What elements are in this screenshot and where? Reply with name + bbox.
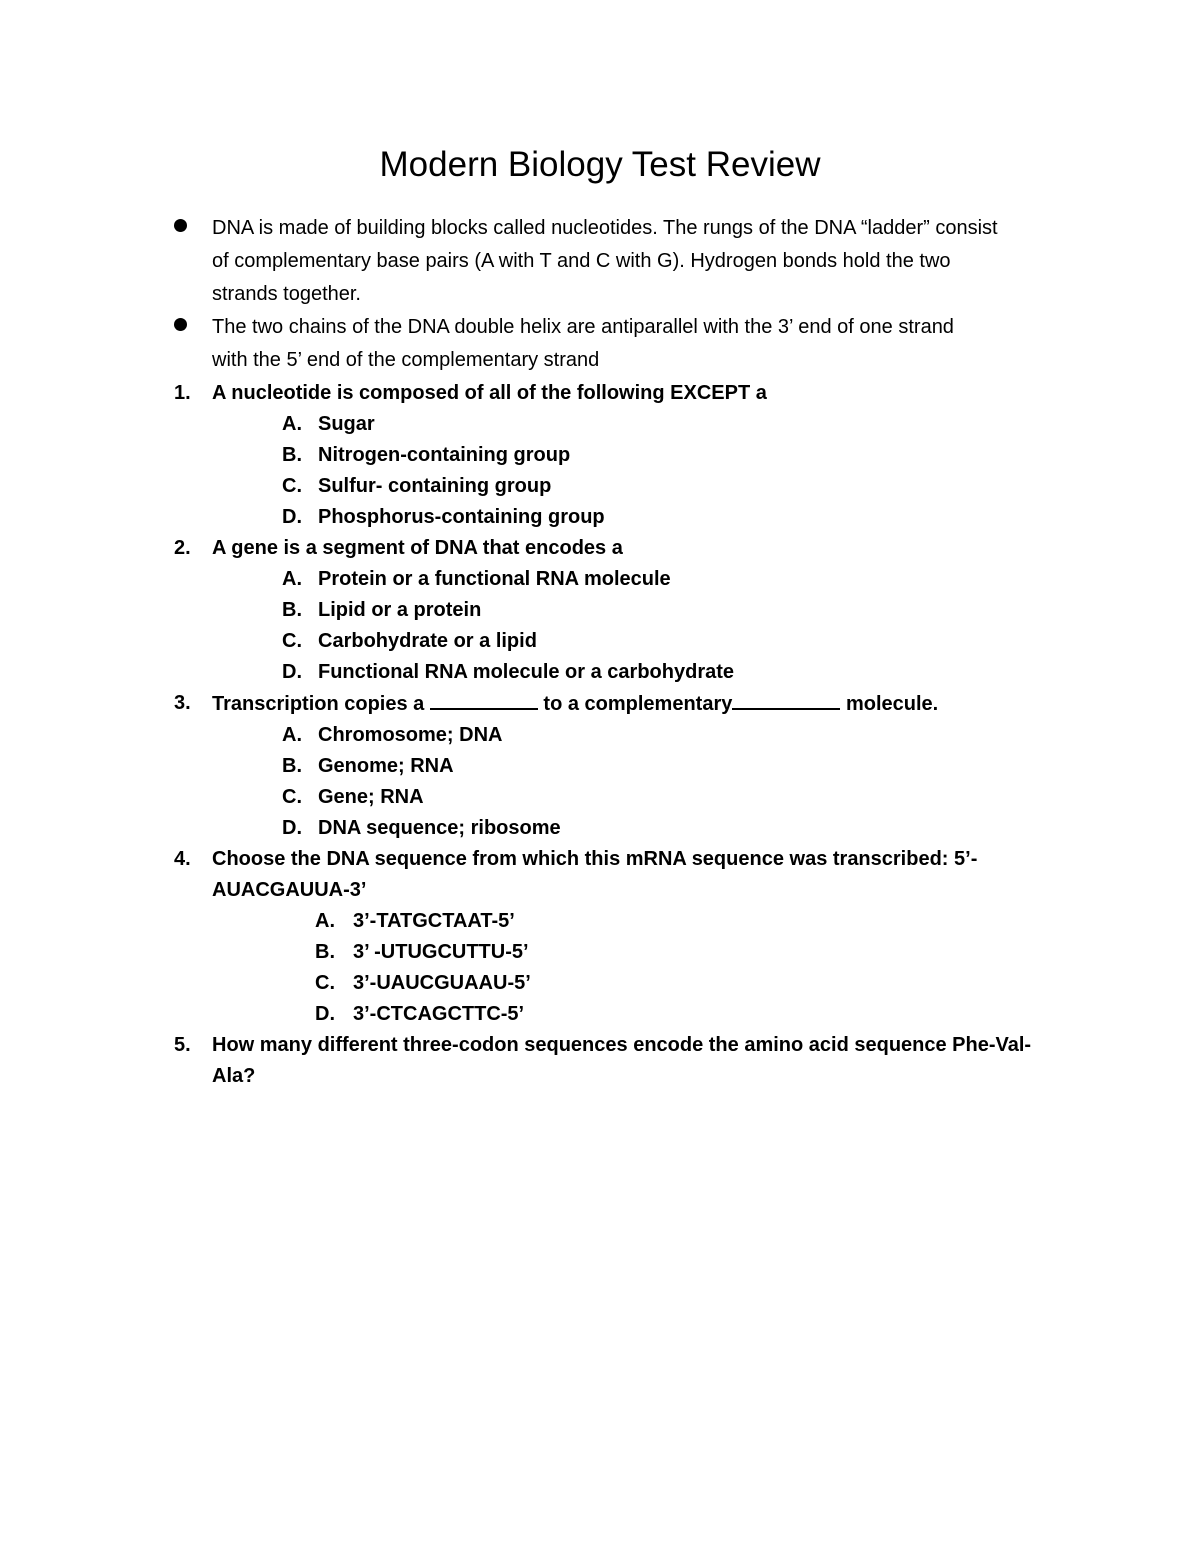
bullet-item-1 bbox=[212, 212, 1082, 311]
answer-option bbox=[212, 751, 1082, 782]
answer-option bbox=[212, 502, 1082, 533]
answer-option bbox=[212, 409, 1082, 440]
option-letter: B. bbox=[282, 755, 302, 777]
bullet-line: The two chains of the DNA double helix are antiparallel with the 3’ end of one strand bbox=[212, 316, 954, 338]
question-text-line: How many different three-codon sequences encode the amino acid sequence Phe-Val- bbox=[212, 1034, 1032, 1056]
answer-option bbox=[212, 813, 1082, 844]
option-letter: C. bbox=[282, 475, 302, 497]
question-text: A nucleotide is composed of all of the following EXCEPT a bbox=[212, 382, 767, 404]
option-text: Carbohydrate or a lipid bbox=[318, 630, 537, 652]
answer-option bbox=[212, 968, 1082, 999]
option-text: DNA sequence; ribosome bbox=[318, 817, 561, 839]
question-text: A gene is a segment of DNA that encodes a bbox=[212, 537, 623, 559]
option-text: 3’-CTCAGCTTC-5’ bbox=[353, 1003, 525, 1025]
question-number: 1. bbox=[174, 382, 191, 404]
option-letter: A. bbox=[282, 724, 302, 746]
bullet-line: of complementary base pairs (A with T and C with G). Hydrogen bonds hold the two bbox=[212, 250, 951, 272]
option-text: Gene; RNA bbox=[318, 786, 424, 808]
question-number: 2. bbox=[174, 537, 191, 559]
answer-options bbox=[212, 720, 1082, 844]
option-text: Functional RNA molecule or a carbohydrate bbox=[318, 661, 735, 683]
answer-option bbox=[212, 471, 1082, 502]
question-text-line: Choose the DNA sequence from which this mRNA sequence was transcribed: 5’- bbox=[212, 848, 978, 870]
question-text-line: AUACGAUUA-3’ bbox=[212, 879, 367, 901]
fill-in-blank bbox=[430, 688, 538, 710]
question-text-part: Transcription copies a bbox=[212, 693, 425, 715]
option-text: 3’ -UTUGCUTTU-5’ bbox=[353, 941, 529, 963]
option-letter: D. bbox=[282, 817, 302, 839]
option-letter: C. bbox=[282, 630, 302, 652]
option-text: Protein or a functional RNA molecule bbox=[318, 568, 671, 590]
answer-options bbox=[212, 564, 1082, 688]
answer-option bbox=[212, 626, 1082, 657]
page-title: Modern Biology Test Review bbox=[379, 145, 821, 184]
bullet-dot-icon bbox=[174, 219, 187, 232]
question-text-line: Ala? bbox=[212, 1065, 256, 1087]
option-text: Lipid or a protein bbox=[318, 599, 482, 621]
option-letter: A. bbox=[315, 910, 335, 932]
option-letter: B. bbox=[282, 599, 302, 621]
option-letter: D. bbox=[282, 506, 302, 528]
answer-option bbox=[212, 720, 1082, 751]
question-number: 5. bbox=[174, 1034, 191, 1056]
question-5 bbox=[174, 1030, 1082, 1092]
answer-options bbox=[212, 409, 1082, 533]
answer-option bbox=[212, 906, 1082, 937]
answer-option bbox=[212, 440, 1082, 471]
bullet-text bbox=[212, 311, 1082, 377]
option-text: Phosphorus-containing group bbox=[318, 506, 605, 528]
answer-option bbox=[212, 564, 1082, 595]
question-4 bbox=[174, 844, 1082, 1030]
question-text-part: molecule. bbox=[845, 693, 939, 715]
answer-options bbox=[212, 906, 1082, 1030]
question-2 bbox=[174, 533, 1082, 688]
option-letter: B. bbox=[282, 444, 302, 466]
question-list bbox=[174, 378, 1082, 1092]
option-letter: C. bbox=[315, 972, 335, 994]
answer-option bbox=[212, 595, 1082, 626]
answer-option bbox=[212, 999, 1082, 1030]
question-text-part: to a complementary bbox=[543, 693, 733, 715]
option-text: Chromosome; DNA bbox=[318, 724, 503, 746]
answer-option bbox=[212, 782, 1082, 813]
question-3 bbox=[174, 688, 1082, 844]
answer-option bbox=[212, 657, 1082, 688]
option-letter: A. bbox=[282, 568, 302, 590]
option-text: Nitrogen-containing group bbox=[318, 444, 571, 466]
fill-in-blank bbox=[732, 688, 840, 710]
option-text: 3’-UAUCGUAAU-5’ bbox=[353, 972, 531, 994]
option-letter: A. bbox=[282, 413, 302, 435]
question-1 bbox=[174, 378, 1082, 533]
option-letter: D. bbox=[315, 1003, 335, 1025]
option-text: Genome; RNA bbox=[318, 755, 454, 777]
option-text: Sulfur- containing group bbox=[318, 475, 552, 497]
question-number: 4. bbox=[174, 848, 191, 870]
bullet-dot-icon bbox=[174, 318, 187, 331]
question-number: 3. bbox=[174, 692, 191, 714]
bullet-line: strands together. bbox=[212, 283, 361, 305]
answer-option bbox=[212, 937, 1082, 968]
bullet-line: with the 5’ end of the complementary strand bbox=[212, 349, 600, 371]
bullet-line: DNA is made of building blocks called nucleotides. The rungs of the DNA “ladder” consist bbox=[212, 217, 998, 239]
bullet-text bbox=[212, 212, 1082, 311]
option-letter: D. bbox=[282, 661, 302, 683]
intro-bullets bbox=[212, 212, 1082, 377]
option-text: Sugar bbox=[318, 413, 375, 435]
question-text bbox=[212, 688, 1082, 720]
option-letter: B. bbox=[315, 941, 335, 963]
option-letter: C. bbox=[282, 786, 302, 808]
option-text: 3’-TATGCTAAT-5’ bbox=[353, 910, 515, 932]
bullet-item-2 bbox=[212, 311, 1082, 377]
